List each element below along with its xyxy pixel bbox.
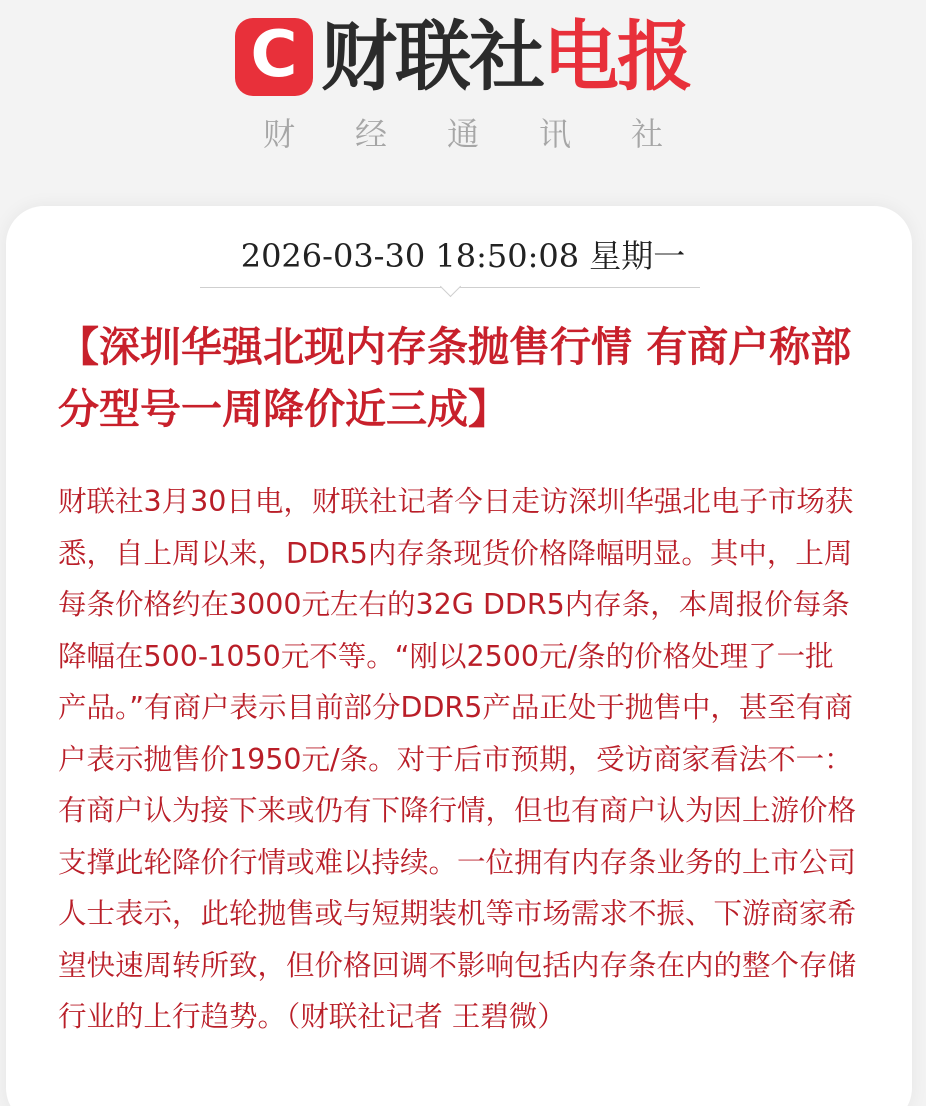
brand-name: 财联社 (321, 12, 543, 101)
article-body: 财联社3月30日电，财联社记者今日走访深圳华强北电子市场获悉，自上周以来，DDR5内存条现货价格降幅明显。其中，上周每条价格约在3000元左右的32G DDR5内存条，本周报价每条降幅在500-1050元不等。“刚以2500元/条的价格处理了一批产品。”有商户表示目前部分DDR5产品正处于抛售中，甚至有商户表示抛售价1950元/条。对于后市预期，受访商家看法不一：有商户认为接下来或仍有下降行情，但也有商户认为因上游价格支撑此轮降价行情或难以持续。一位拥有内存条业务的上市公司人士表示，此轮抛售或与短期装机等市场需求不振、下游商家希望快速周转所致，但价格回调不影响包括内存条在内的整个存储行业的上行趋势。（财联社记者 王碧微） (58, 485, 857, 1033)
logo-letter: C (250, 18, 298, 92)
article-headline: 【深圳华强北现内存条抛售行情 有商户称部分型号一周降价近三成】 (58, 323, 852, 433)
header (0, 0, 926, 200)
cls-logo-icon (235, 18, 313, 96)
brand-tagline: 财经通讯社 (262, 115, 723, 153)
article-datetime: 2026-03-30 18:50:08 星期一 (240, 237, 686, 275)
brand-logo (0, 12, 926, 101)
brand-name-highlight: 电报 (543, 12, 691, 101)
